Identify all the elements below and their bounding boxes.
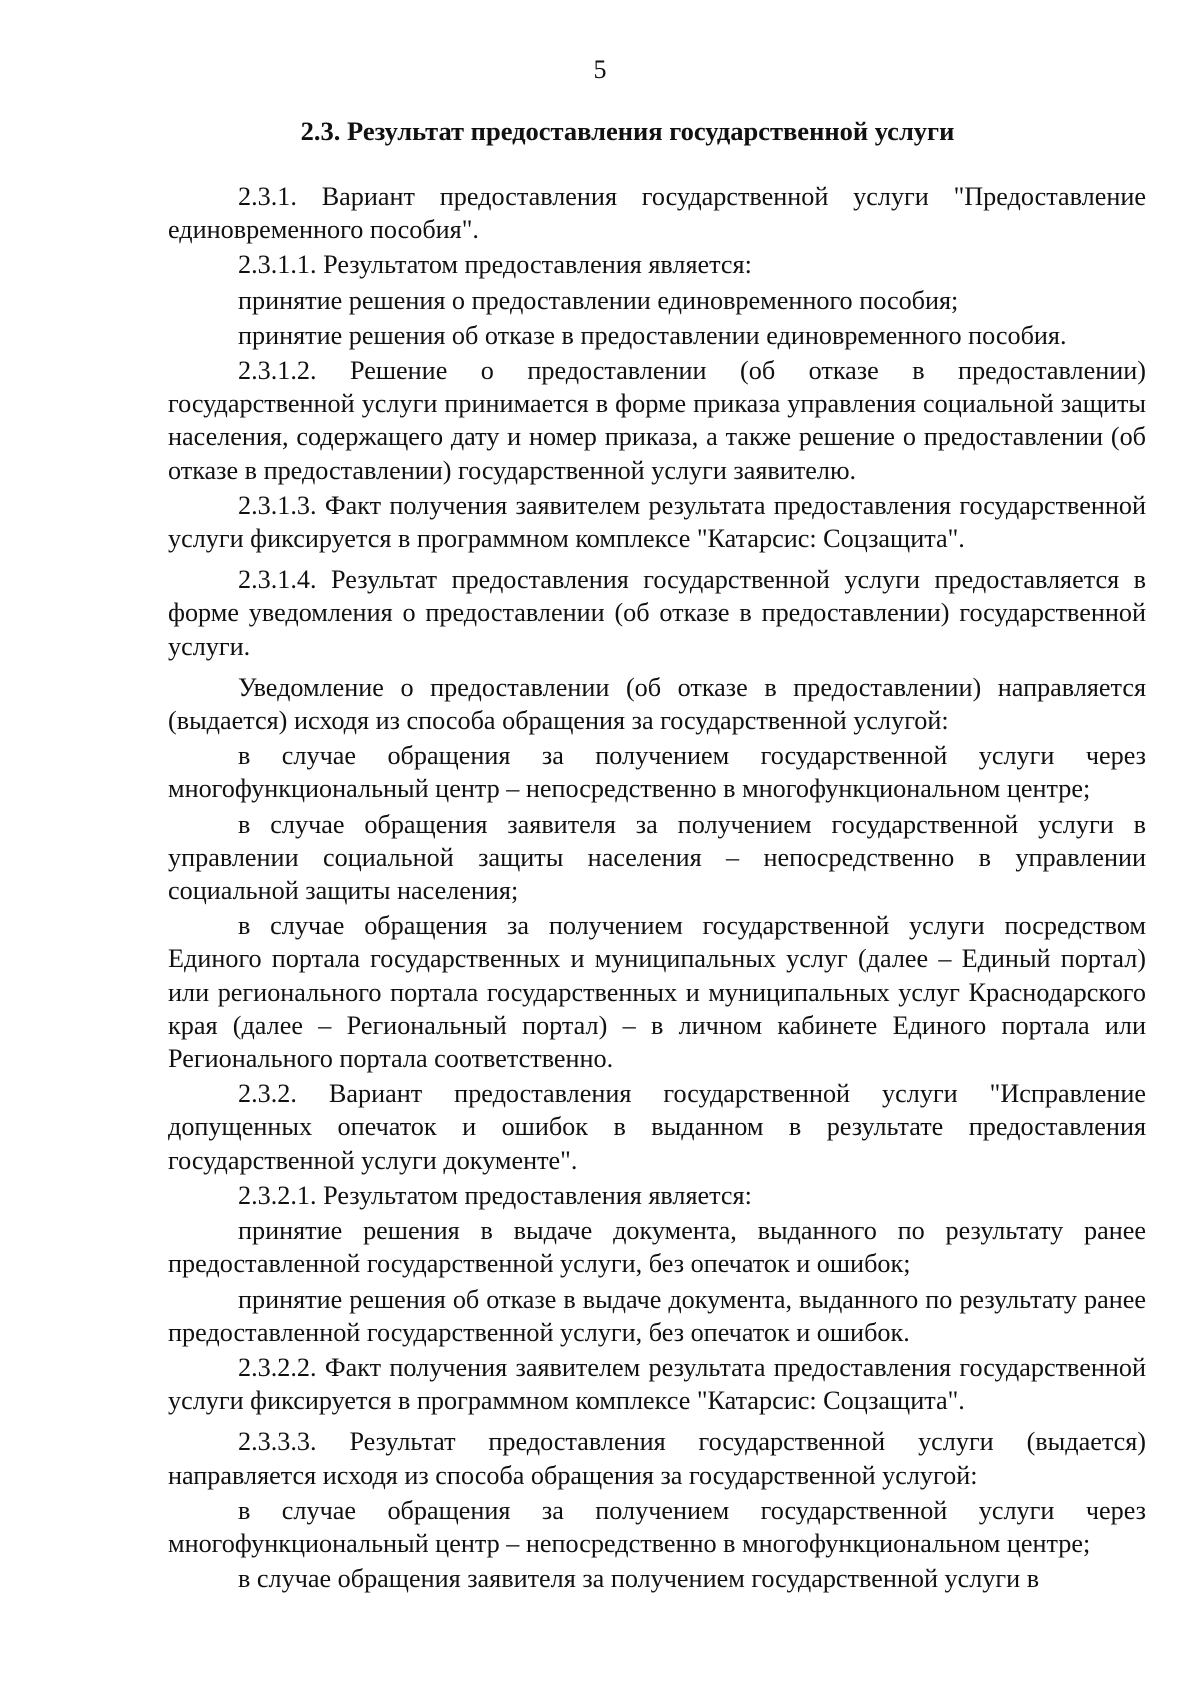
- paragraph: в случае обращения заявителя за получением государственной услуги в: [238, 1564, 1040, 1594]
- paragraph: в случае обращения за получением государственной услуги через многофункциональный центр – непосредственно в многофункциональном центре;: [168, 1495, 1146, 1558]
- paragraph: 2.3.1.2. Решение о предоставлении (об отказе в предоставлении) государственной услуги принимается в форме приказа управления социальной защиты населения, содержащего дату и номер приказа, а также решение о предоставлении (об отказе в предоставлении) государственной услуги заявителю.: [168, 356, 1146, 485]
- paragraph: принятие решения об отказе в выдаче документа, выданного по результату ранее предоставленной государственной услуги, без опечаток и ошибок.: [168, 1284, 1146, 1347]
- paragraph: 2.3.1. Вариант предоставления государственной услуги "Предоставление единовременного пособия".: [168, 182, 1146, 245]
- paragraph: 2.3.2.1. Результатом предоставления является:: [238, 1180, 752, 1210]
- paragraph: в случае обращения за получением государственной услуги через многофункциональный центр – непосредственно в многофункциональном центре;: [168, 741, 1146, 804]
- paragraph: Уведомление о предоставлении (об отказе в предоставлении) направляется (выдается) исходя из способа обращения за государственной услугой:: [168, 672, 1146, 736]
- paragraph: принятие решения об отказе в предоставлении единовременного пособия.: [238, 320, 1067, 350]
- page-number: 5: [593, 55, 607, 84]
- paragraph: 2.3.1.4. Результат предоставления государственной услуги предоставляется в форме уведомления о предоставлении (об отказе в предоставлении) государственной услуги.: [168, 565, 1146, 661]
- paragraph: 2.3.1.3. Факт получения заявителем результата предоставления государственной услуги фиксируется в программном комплексе "Катарсис: Соцзащита".: [168, 490, 1146, 554]
- paragraph: принятие решения в выдаче документа, выданного по результату ранее предоставленной государственной услуги, без опечаток и ошибок;: [168, 1216, 1146, 1279]
- paragraph: в случае обращения заявителя за получением государственной услуги в управлении социальной защиты населения – непосредственно в управлении социальной защиты населения;: [168, 809, 1146, 906]
- paragraph: 2.3.1.1. Результатом предоставления является:: [238, 250, 752, 280]
- paragraph: 2.3.2. Вариант предоставления государственной услуги "Исправление допущенных опечаток и ошибок в выданном в результате предоставления государственной услуги документе".: [168, 1079, 1146, 1175]
- paragraph: 2.3.2.2. Факт получения заявителем результата предоставления государственной услуги фиксируется в программном комплексе "Катарсис: Соцзащита".: [168, 1352, 1146, 1416]
- paragraph: принятие решения о предоставлении единовременного пособия;: [238, 285, 959, 315]
- paragraph: в случае обращения за получением государственной услуги посредством Единого портала государственных и муниципальных услуг (далее – Единый портал) или регионального портала государственных и муниципальных услуг Краснодарского края (далее – Региональный портал) – в личном кабинете Единого портала или Регионального портала соответственно.: [168, 911, 1146, 1074]
- document-body: [168, 180, 1146, 1597]
- section-heading: 2.3. Результат предоставления государственной услуги: [300, 116, 955, 146]
- paragraph: 2.3.3.3. Результат предоставления государственной услуги (выдается) направляется исходя из способа обращения за государственной услугой:: [168, 1427, 1146, 1490]
